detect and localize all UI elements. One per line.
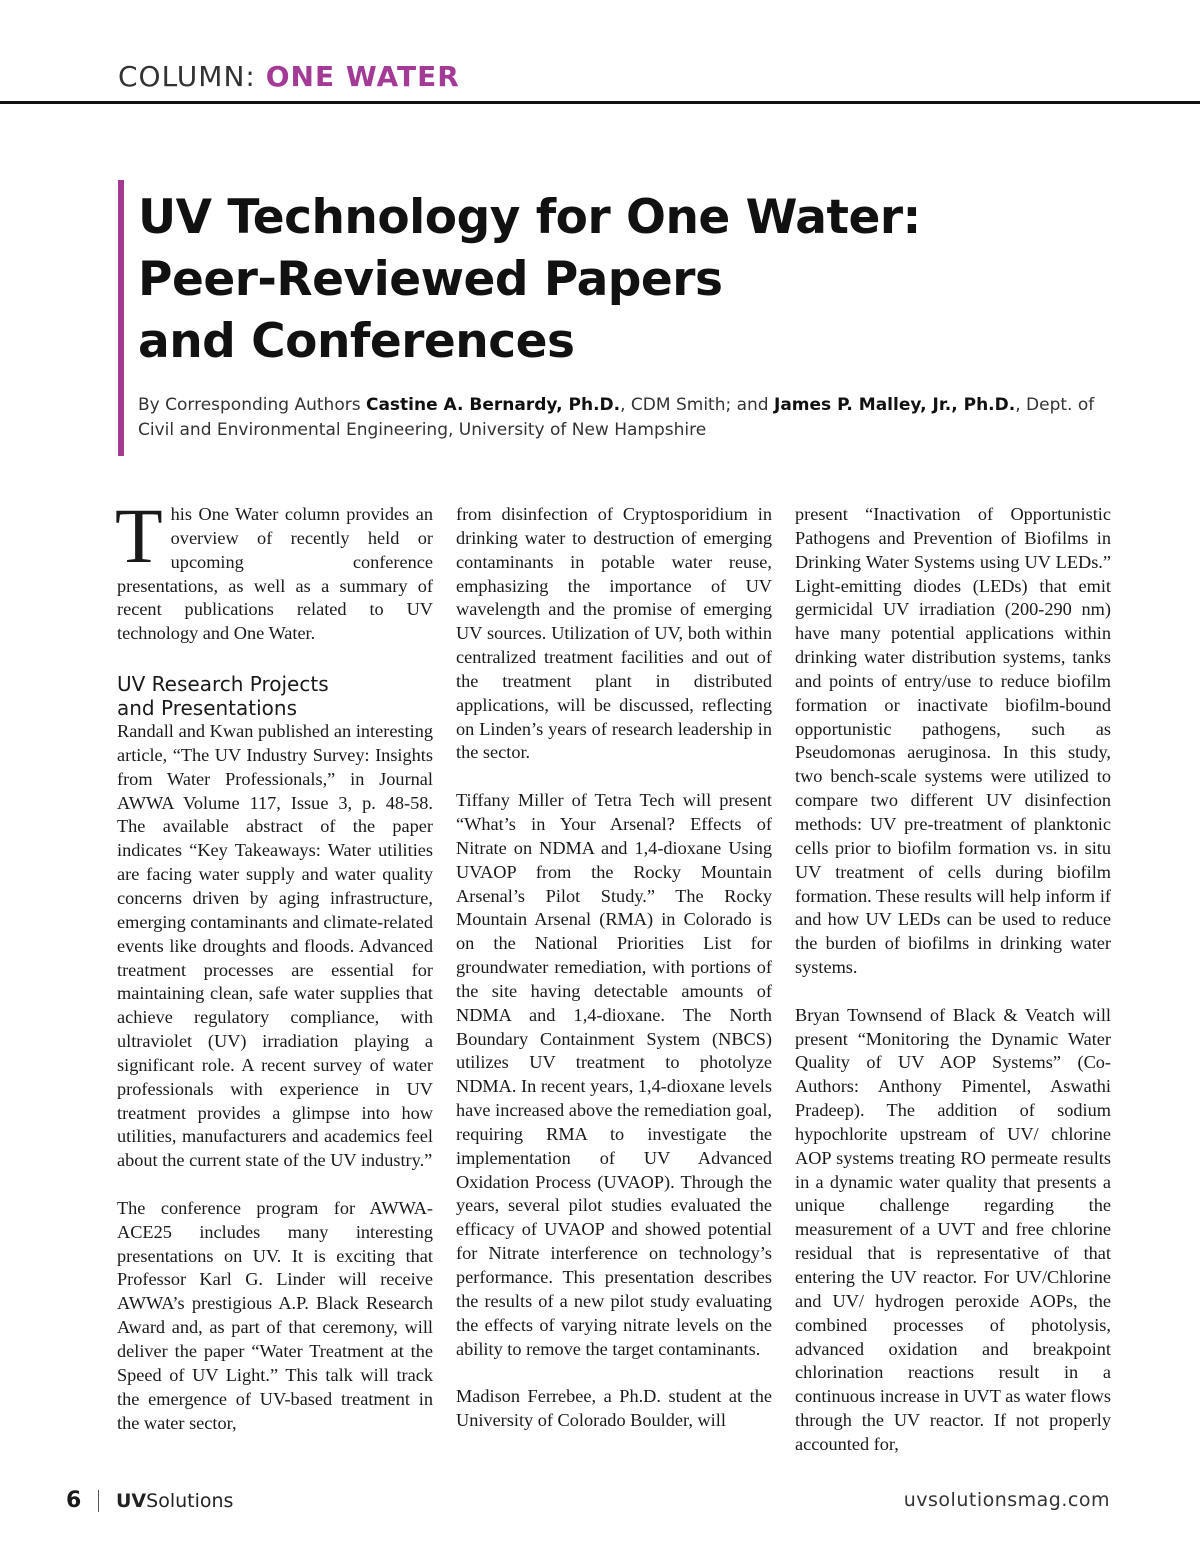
intro-paragraph — [115, 492, 433, 646]
paragraph-ferrebee-cont: present “Inactivation of Opportunistic Pathogens and Prevention of Biofilms in Drinking Water Systems using UV LEDs.” Light-emitting diodes (LEDs) that emit germicidal UV irradiation (200-290 nm) have many potential applications within drinking water distribution systems, tanks and points of entry/use to reduce biofilm formation or inactivate biofilm-bound opportunistic pathogens, such as Pseudomonas aeruginosa. In this study, two bench-scale systems were utilized to compare two different UV disinfection methods: UV pre-treatment of planktonic cells prior to biofilm formation vs. in situ UV treatment of cells during biofilm formation. These results will help inform if and how UV LEDs can be used to reduce the burden of biofilms in drinking water systems. — [795, 504, 1111, 978]
section-heading-line-1: UV Research Projects — [117, 672, 329, 697]
author-bernardy: Castine A. Bernardy, Ph.D. — [365, 395, 621, 415]
title-line-1: UV Technology for One Water: — [138, 190, 921, 245]
paragraph-randall-kwan: Randall and Kwan published an interesting article, “The UV Industry Survey: Insights from Water Professionals,” in Journal AWWA Volume 117, Issue 3, p. 48-58. The available abstract of the paper indicates “Key Takeaways: Water utilities are facing water supply and water quality concerns driven by aging infrastructure, emerging contaminants and climate-related events like droughts and floods. Advanced treatment processes are essential for maintaining clean, safe water supplies that achieve regulatory compliance, with ultraviolet (UV) irradiation playing a significant role. A recent survey of water professionals with experience in UV treatment provides a glimpse into how utilities, manufacturers and academics feel about the current state of the UV industry.” — [117, 721, 433, 1171]
article-column-1 — [115, 492, 433, 1435]
affiliation-cdm: , CDM Smith; and — [620, 395, 774, 415]
header-rule — [0, 101, 1200, 104]
paragraph-ferrebee-start: Madison Ferrebee, a Ph.D. student at the University of Colorado Boulder, will — [456, 1386, 772, 1431]
paragraph-conference-program: The conference program for AWWA-ACE25 includes many interesting presentations on UV. It is exciting that Professor Karl G. Linder will receive AWWA’s prestigious A.P. Black Research Award and, as part of that ceremony, will deliver the paper “Water Treatment at the Speed of UV Light.” This talk will track the emergence of UV-based treatment in the water sector, — [117, 1197, 433, 1433]
title-accent-bar — [118, 180, 124, 456]
magazine-brand — [116, 1490, 233, 1512]
byline-prefix: By Corresponding Authors — [138, 395, 366, 415]
byline — [138, 393, 1128, 443]
footer-divider — [98, 1490, 99, 1512]
page-number: 6 — [66, 1488, 82, 1513]
brand-solutions: Solutions — [146, 1490, 234, 1512]
section-heading — [117, 672, 433, 720]
author-malley: James P. Malley, Jr., Ph.D. — [774, 395, 1016, 415]
paragraph-townsend: Bryan Townsend of Black & Veatch will present “Monitoring the Dynamic Water Quality of UV AOP Systems” (Co-Authors: Anthony Pimentel, Aswathi Pradeep). The addition of sodium hypochlorite upstream of UV/ chlorine AOP systems treating RO permeate results in a dynamic water quality that presents a unique challenge regarding the measurement of a UVT and free chlorine residual that is representative of that entering the UV reactor. For UV/Chlorine and UV/ hydrogen peroxide AOPs, the combined processes of photolysis, advanced oxidation and breakpoint chlorination reactions result in a continuous increase in UVT as water flows through the UV reactor. If not properly accounted for, — [795, 1004, 1111, 1454]
column-label: COLUMN: — [118, 60, 266, 93]
article-title — [138, 187, 1138, 373]
drop-cap: T — [115, 492, 163, 579]
magazine-website: uvsolutionsmag.com — [903, 1489, 1110, 1511]
title-line-3: and Conferences — [138, 314, 575, 369]
column-header — [118, 60, 460, 93]
column-name: ONE WATER — [265, 60, 460, 93]
title-line-2: Peer-Reviewed Papers — [138, 252, 723, 307]
paragraph-miller: Tiffany Miller of Tetra Tech will present “What’s in Your Arsenal? Effects of Nitrate on NDMA and 1,4-dioxane Using UVAOP from the Rocky Mountain Arsenal’s Pilot Study.” The Rocky Mountain Arsenal (RMA) in Colorado is on the National Priorities List for groundwater remediation, with portions of the site having detectable amounts of NDMA and 1,4-dioxane. The North Boundary Containment System (NBCS) utilizes UV treatment to photolyze NDMA. In recent years, 1,4-dioxane levels have increased above the remediation goal, requiring RMA to investigate the implementation of UV Advanced Oxidation Process (UVAOP). Through the years, several pilot studies evaluated the efficacy of UVAOP and showed potential for Nitrate interference on technology’s performance. This presentation describes the results of a new pilot study evaluating the effects of varying nitrate levels on the ability to remove the target contaminants. — [456, 790, 772, 1359]
section-heading-line-2: and Presentations — [117, 696, 298, 721]
affiliation-unh: , Dept. of Civil and Environmental Engineering, University of New Hampshire — [138, 395, 1095, 440]
article-column-2 — [456, 503, 772, 1433]
article-column-3 — [795, 503, 1111, 1457]
brand-uv: UV — [116, 1490, 147, 1512]
intro-text: his One Water column provides an overview of recently held or upcoming conference presentations, as well as a summary of recent publications related to UV technology and One Water. — [117, 504, 433, 644]
paragraph-conference-program-cont: from disinfection of Cryptosporidium in drinking water to destruction of emerging contaminants in potable water reuse, emphasizing the importance of UV wavelength and the promise of emerging UV sources. Utilization of UV, both within centralized treatment facilities and out of the treatment plant in distributed applications, will be discussed, reflecting on Linden’s years of research leadership in the sector. — [456, 504, 772, 763]
